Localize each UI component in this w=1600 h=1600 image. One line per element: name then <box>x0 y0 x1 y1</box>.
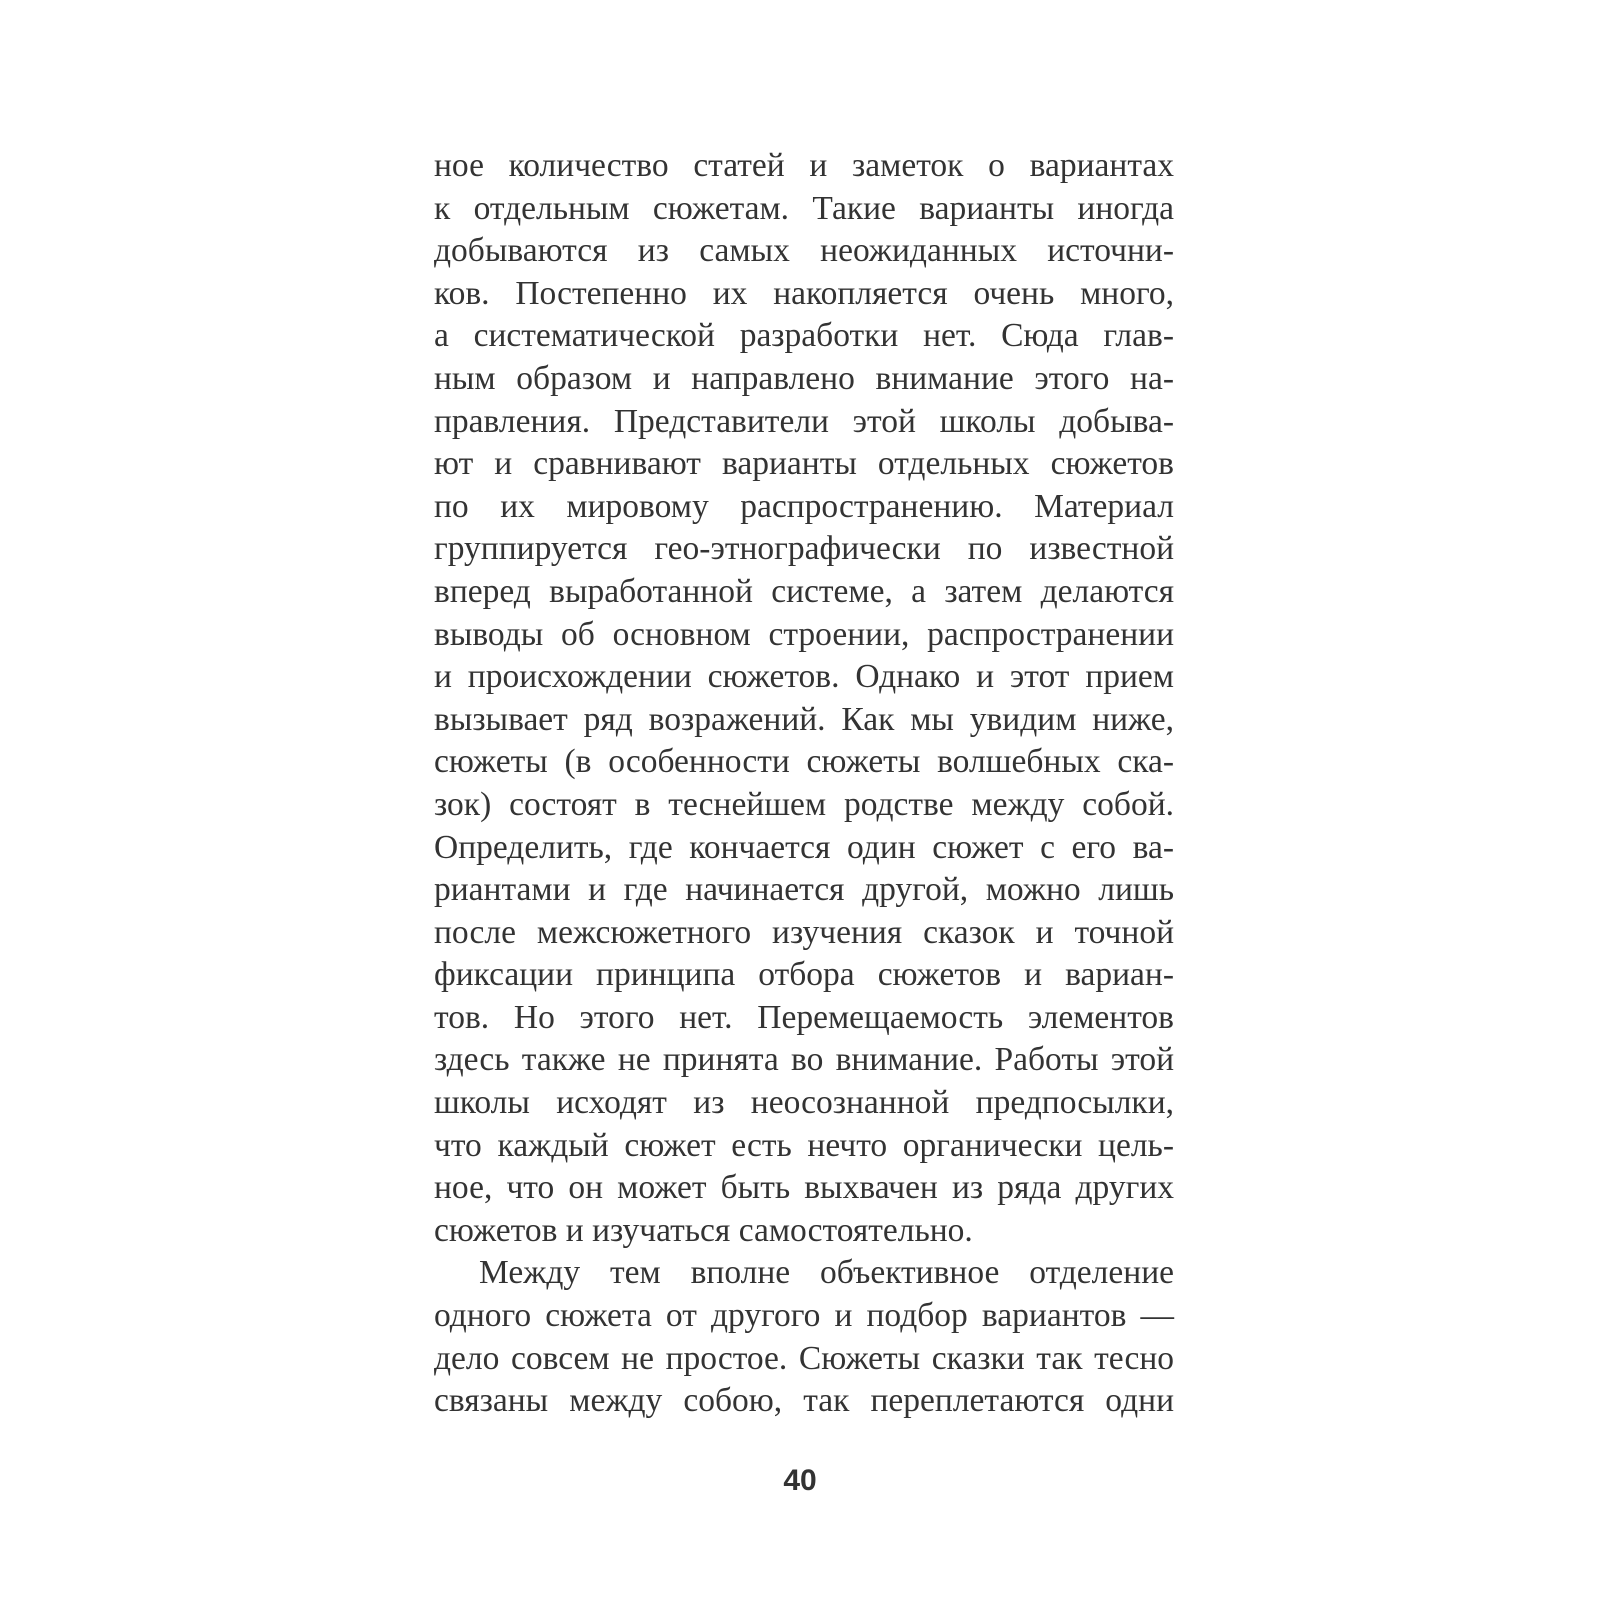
text-line: ное количество статей и заметок о вариантах <box>434 147 1174 184</box>
text-line: ков. Постепенно их накопляется очень много, <box>434 274 1174 312</box>
page-number: 40 <box>783 1464 817 1497</box>
text-line: а систематической разработки нет. Сюда глав- <box>434 317 1174 355</box>
text-line: ют и сравнивают варианты отдельных сюжетов <box>434 445 1174 483</box>
text-line: ное, что он может быть выхвачен из ряда других <box>434 1169 1174 1207</box>
text-line: группируется гео-этнографически по известной <box>434 530 1174 568</box>
text-line: что каждый сюжет есть нечто органически цель- <box>434 1126 1174 1164</box>
text-line: добываются из самых неожиданных источни- <box>434 232 1174 270</box>
text-line: выводы об основном строении, распространении <box>434 615 1174 653</box>
text-line: ным образом и направлено внимание этого на- <box>434 359 1174 397</box>
paragraph-start-line: Между тем вполне объективное отделение <box>479 1254 1174 1292</box>
text-line: риантами и где начинается другой, можно лишь <box>434 871 1174 909</box>
text-line: одного сюжета от другого и подбор вариантов — <box>434 1297 1174 1335</box>
text-line: правления. Представители этой школы добыва- <box>434 402 1174 440</box>
text-line: тов. Но этого нет. Перемещаемость элементов <box>434 998 1174 1036</box>
text-line: к отдельным сюжетам. Такие варианты иногда <box>434 189 1174 227</box>
text-line: связаны между собою, так переплетаются одни <box>434 1382 1174 1420</box>
text-line: здесь также не принята во внимание. Работы этой <box>434 1041 1174 1079</box>
text-line: фиксации принципа отбора сюжетов и вариан- <box>434 956 1174 994</box>
text-line: школы исходят из неосознанной предпосылки, <box>434 1084 1174 1122</box>
text-line: вперед выработанной системе, а затем делаются <box>434 572 1174 610</box>
text-line: и происхождении сюжетов. Однако и этот прием <box>434 658 1174 696</box>
text-line: по их мировому распространению. Материал <box>434 487 1174 525</box>
text-line: зок) состоят в теснейшем родстве между собой. <box>434 785 1174 823</box>
body-text <box>434 145 1174 1423</box>
text-line: дело совсем не простое. Сюжеты сказки так тесно <box>434 1339 1174 1377</box>
text-line: после межсюжетного изучения сказок и точной <box>434 913 1174 951</box>
text-line: Определить, где кончается один сюжет с его ва- <box>434 828 1174 866</box>
paragraph-end-line: сюжетов и изучаться самостоятельно. <box>434 1211 973 1249</box>
text-line: вызывает ряд возражений. Как мы увидим ниже, <box>434 700 1174 738</box>
text-line: сюжеты (в особенности сюжеты волшебных ска- <box>434 743 1174 781</box>
